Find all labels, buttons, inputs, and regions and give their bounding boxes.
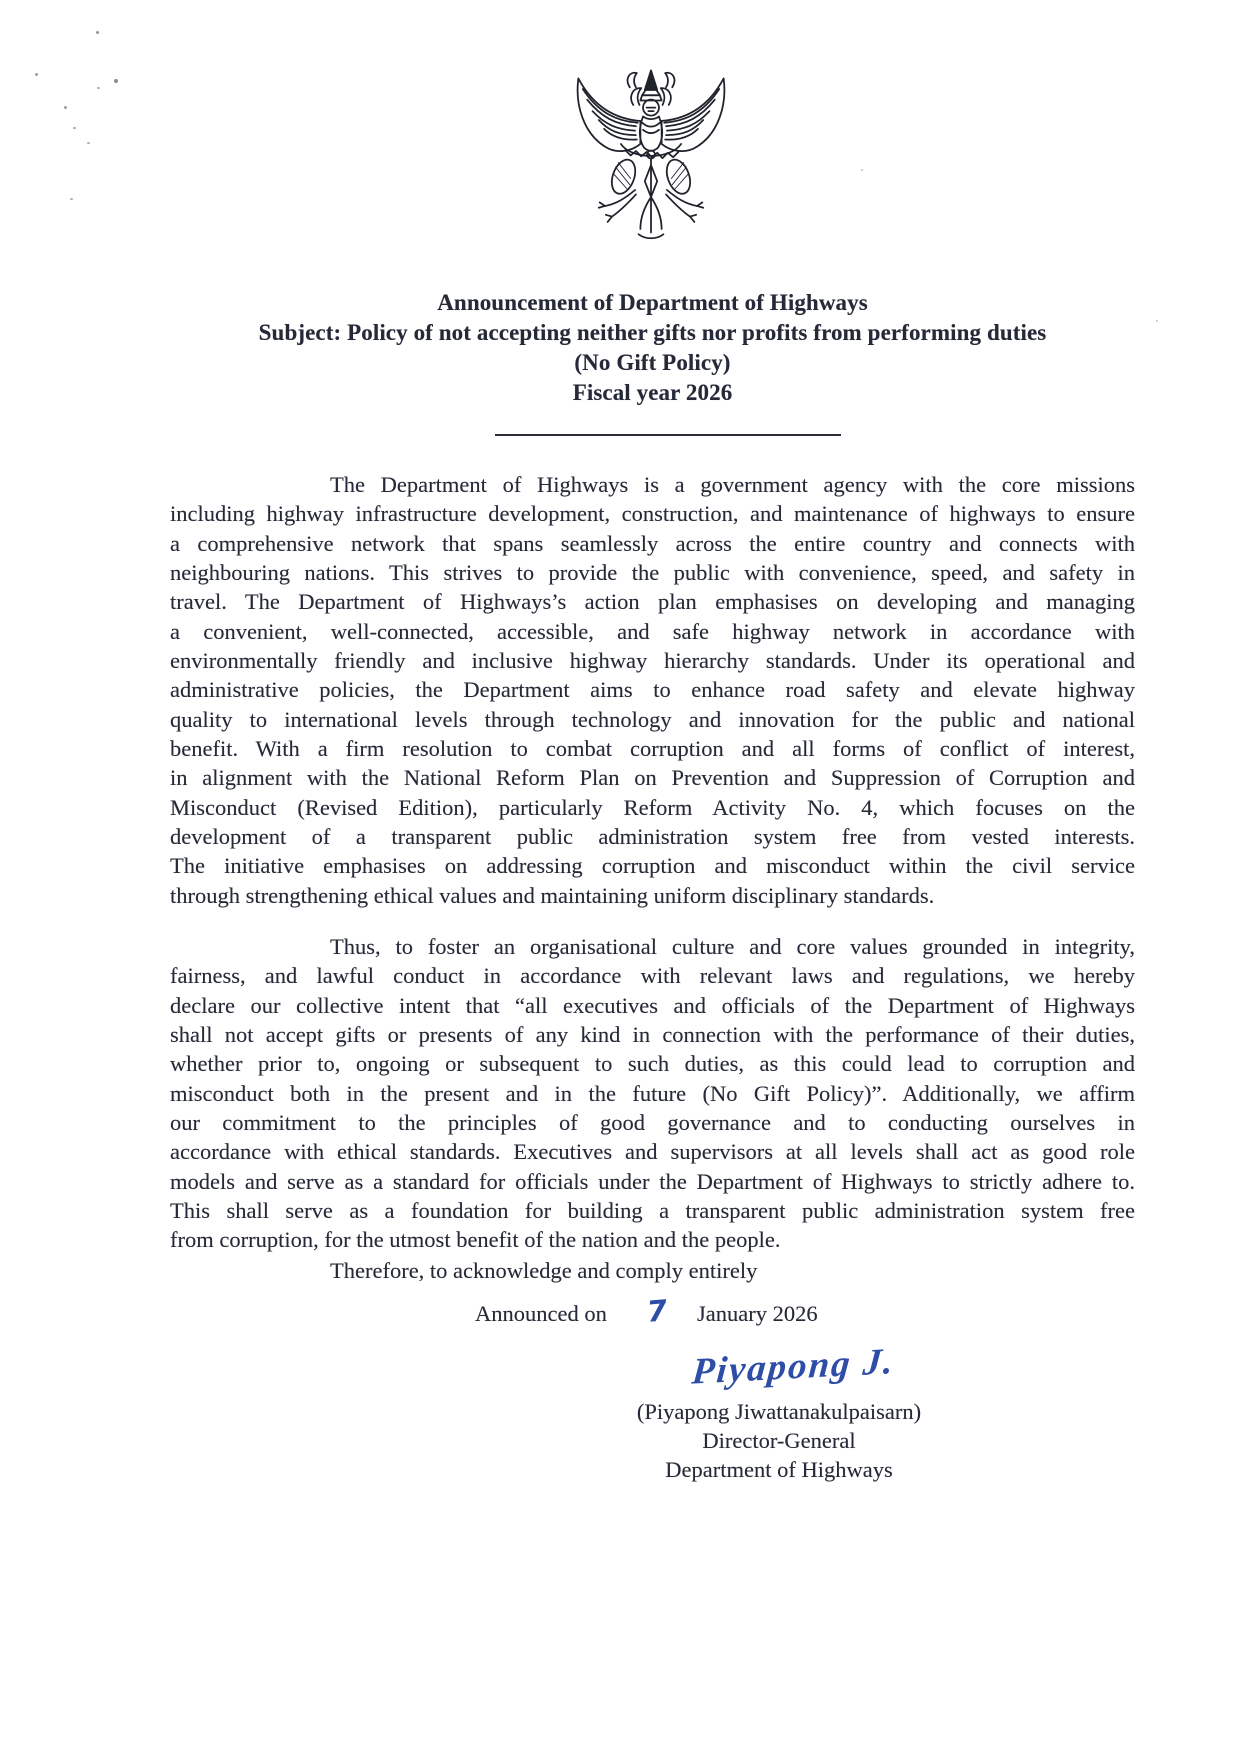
- text-line: quality to international levels through technology and innovation for the public and national: [170, 706, 1135, 732]
- signature-block: [559, 1340, 999, 1484]
- document-title: Announcement of Department of Highways: [437, 290, 868, 315]
- scan-speck: [73, 127, 76, 129]
- text-line: travel. The Department of Highways’s action plan emphasises on developing and managing: [170, 589, 1135, 615]
- scan-speck: [1156, 320, 1158, 322]
- text-line: models and serve as a standard for officials under the Department of Highways to strictly adhere to.: [170, 1168, 1135, 1194]
- text-line: environmentally friendly and inclusive highway hierarchy standards. Under its operational and: [170, 648, 1135, 674]
- text-line: declare our collective intent that “all executives and officials of the Department of Highways: [170, 992, 1135, 1018]
- paragraph-1: [170, 470, 1135, 910]
- announced-date-rest: January 2026: [697, 1301, 818, 1326]
- signer-name: (Piyapong Jiwattanakulpaisarn): [636, 1399, 922, 1424]
- text-line: Thus, to foster an organisational culture and core values grounded in integrity,: [330, 934, 1135, 959]
- text-line: The initiative emphasises on addressing corruption and misconduct within the civil service: [170, 853, 1135, 879]
- announcement-date-line: [170, 1294, 1135, 1328]
- text-line: neighbouring nations. This strives to provide the public with convenience, speed, and safety in: [170, 560, 1135, 586]
- paragraph-2: [170, 932, 1135, 1255]
- text-line: benefit. With a firm resolution to combat corruption and all forms of conflict of interest,: [170, 736, 1135, 762]
- document-subject: Subject: Policy of not accepting neither gifts nor profits from performing duties: [258, 320, 1047, 345]
- scan-speck: [114, 79, 118, 83]
- signer-organization: Department of Highways: [665, 1457, 893, 1482]
- policy-name: (No Gift Policy): [574, 350, 731, 375]
- text-line: accordance with ethical standards. Executives and supervisors at all levels shall act as good role: [170, 1139, 1135, 1165]
- text-line: development of a transparent public administration system free from vested interests.: [170, 824, 1135, 850]
- announced-on-label: Announced on: [475, 1301, 607, 1326]
- scan-speck: [64, 106, 67, 109]
- scan-speck: [97, 87, 100, 89]
- scan-speck: [35, 73, 38, 76]
- scan-speck: [70, 198, 73, 200]
- closing-line: Therefore, to acknowledge and comply entirely: [330, 1258, 758, 1283]
- garuda-emblem-icon: [562, 66, 740, 252]
- fiscal-year: Fiscal year 2026: [572, 380, 733, 405]
- scan-speck: [96, 31, 99, 34]
- handwritten-day: 7: [645, 1293, 669, 1329]
- text-line: fairness, and lawful conduct in accordance with relevant laws and regulations, we hereby: [170, 963, 1135, 989]
- text-line: in alignment with the National Reform Plan on Prevention and Suppression of Corruption and: [170, 765, 1135, 791]
- text-line: including highway infrastructure development, construction, and maintenance of highways to ensure: [170, 501, 1135, 527]
- text-line: whether prior to, ongoing or subsequent to such duties, as this could lead to corruption and: [170, 1051, 1135, 1077]
- text-line: shall not accept gifts or presents of any kind in connection with the performance of their duties,: [170, 1022, 1135, 1048]
- text-line: Misconduct (Revised Edition), particularly Reform Activity No. 4, which focuses on the: [170, 794, 1135, 820]
- scan-speck: [87, 142, 90, 144]
- title-divider-rule: [495, 434, 841, 436]
- scan-speck: [861, 169, 863, 171]
- text-line: our commitment to the principles of good governance and to conducting ourselves in: [170, 1110, 1135, 1136]
- text-line: The Department of Highways is a government agency with the core missions: [330, 472, 1135, 497]
- title-block: [170, 288, 1135, 408]
- text-line: a convenient, well-connected, accessible, and safe highway network in accordance with: [170, 618, 1135, 644]
- text-line: from corruption, for the utmost benefit of the nation and the people.: [170, 1227, 781, 1253]
- text-line: misconduct both in the present and in the future (No Gift Policy)”. Additionally, we affirm: [170, 1080, 1135, 1106]
- signer-position: Director-General: [702, 1428, 856, 1453]
- text-line: a comprehensive network that spans seamlessly across the entire country and connects with: [170, 530, 1135, 556]
- text-line: through strengthening ethical values and maintaining uniform disciplinary standards.: [170, 882, 935, 908]
- handwritten-signature: Piyapong J.: [689, 1340, 897, 1393]
- text-line: This shall serve as a foundation for building a transparent public administration system free: [170, 1198, 1135, 1224]
- text-line: administrative policies, the Department aims to enhance road safety and elevate highway: [170, 677, 1135, 703]
